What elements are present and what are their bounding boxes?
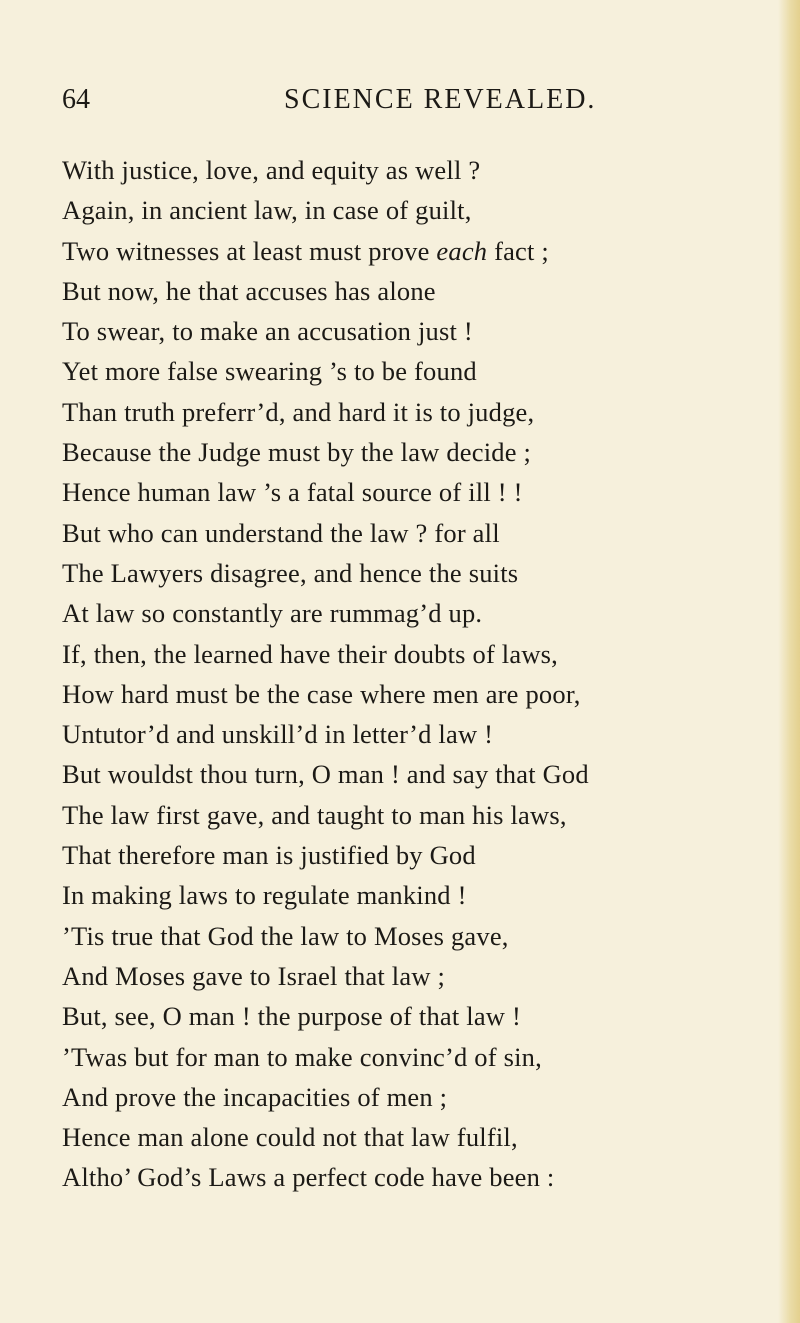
verse-line: If, then, the learned have their doubts of laws,	[62, 638, 559, 669]
verse-line: The Lawyers disagree, and hence the suits	[62, 557, 519, 588]
verse-line: ’Tis true that God the law to Moses gave,	[62, 920, 509, 951]
verse-line: But now, he that accuses has alone	[62, 275, 436, 306]
verse-line: To swear, to make an accusation just !	[62, 316, 473, 347]
verse-line: ’Twas but for man to make convinc’d of sin,	[62, 1041, 542, 1072]
verse-line: And Moses gave to Israel that law ;	[62, 960, 446, 991]
verse-line: But wouldst thou turn, O man ! and say that God	[62, 759, 589, 790]
emphasized-word: each	[436, 235, 488, 266]
verse-line: And prove the incapacities of men ;	[62, 1081, 448, 1112]
verse-line: Again, in ancient law, in case of guilt,	[62, 195, 472, 226]
verse-line: At law so constantly are rummag’d up.	[62, 598, 483, 629]
verse-line: Hence human law ’s a fatal source of ill ! !	[62, 477, 523, 508]
verse-line: The law first gave, and taught to man his laws,	[62, 799, 567, 830]
verse-line: Untutor’d and unskill’d in letter’d law !	[62, 719, 494, 750]
verse-line: In making laws to regulate mankind !	[62, 880, 467, 911]
page-header	[62, 82, 782, 118]
verse-line: Hence man alone could not that law fulfil,	[62, 1122, 518, 1153]
verse-line: But, see, O man ! the purpose of that law !	[62, 1001, 521, 1032]
verse-line: Two witnesses at least must prove each fact ;	[62, 235, 549, 266]
verse-line: But who can understand the law ? for all	[62, 517, 500, 548]
verse-line: That therefore man is justified by God	[62, 840, 476, 871]
verse-line: With justice, love, and equity as well ?	[62, 155, 481, 185]
verse-line: Than truth preferr’d, and hard it is to judge,	[62, 396, 535, 427]
page-number: 64	[62, 84, 90, 115]
poem-body	[62, 150, 790, 1198]
verse-line: Altho’ God’s Laws a perfect code have been :	[62, 1162, 555, 1193]
verse-line: How hard must be the case where men are poor,	[62, 678, 581, 709]
verse-line: Because the Judge must by the law decide ;	[62, 437, 532, 468]
running-title: SCIENCE REVEALED.	[284, 84, 597, 115]
verse-line: Yet more false swearing ’s to be found	[62, 356, 477, 387]
